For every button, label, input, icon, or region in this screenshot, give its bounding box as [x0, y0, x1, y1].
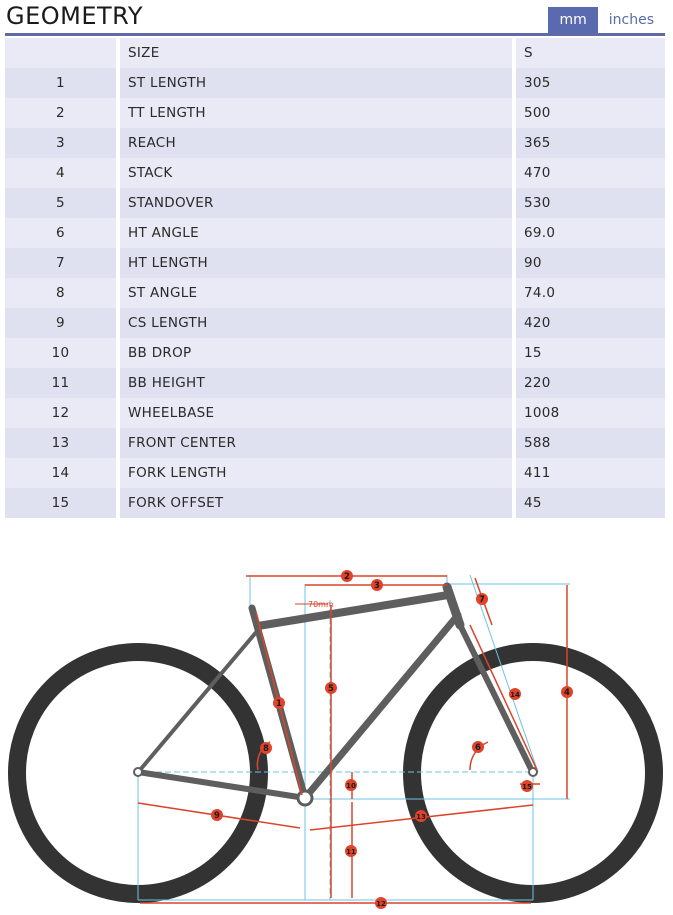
row-value: 305: [516, 68, 665, 98]
dimension-marker-7: [476, 593, 488, 605]
row-measurement-name: BB HEIGHT: [120, 368, 516, 398]
seat-offset-label: 70mm: [308, 600, 334, 609]
table-row: [5, 368, 665, 398]
bike-geometry-diagram: [0, 555, 673, 915]
unit-mm-button[interactable]: mm: [548, 7, 597, 33]
row-number: 8: [5, 278, 120, 308]
table-row: [5, 188, 665, 218]
row-number: 10: [5, 338, 120, 368]
row-measurement-name: REACH: [120, 128, 516, 158]
table-row: [5, 308, 665, 338]
row-value: 45: [516, 488, 665, 518]
unit-inches-button[interactable]: inches: [608, 12, 654, 28]
table-row: [5, 68, 665, 98]
dimension-marker-10: [345, 779, 357, 791]
row-measurement-name: STANDOVER: [120, 188, 516, 218]
row-value: 411: [516, 458, 665, 488]
row-value: 530: [516, 188, 665, 218]
row-value: 365: [516, 128, 665, 158]
marker-label: 8: [263, 744, 269, 755]
table-row: [5, 338, 665, 368]
row-number: 9: [5, 308, 120, 338]
table-row: [5, 248, 665, 278]
row-value: 90: [516, 248, 665, 278]
row-value: 588: [516, 428, 665, 458]
table-row: [5, 218, 665, 248]
unit-toggle: [548, 7, 665, 33]
row-measurement-name: BB DROP: [120, 338, 516, 368]
marker-label: 6: [475, 743, 481, 754]
marker-label: 13: [416, 813, 426, 822]
row-measurement-name: FRONT CENTER: [120, 428, 516, 458]
row-number: 2: [5, 98, 120, 128]
row-measurement-name: TT LENGTH: [120, 98, 516, 128]
table-row: [5, 428, 665, 458]
header-divider: [5, 33, 665, 36]
row-measurement-name: HT LENGTH: [120, 248, 516, 278]
dimension-marker-4: [561, 686, 573, 698]
row-measurement-name: ST ANGLE: [120, 278, 516, 308]
header-size-label: SIZE: [120, 38, 516, 68]
row-measurement-name: FORK LENGTH: [120, 458, 516, 488]
row-number: 12: [5, 398, 120, 428]
row-number: 5: [5, 188, 120, 218]
marker-label: 9: [214, 811, 220, 822]
marker-label: 1: [276, 699, 282, 710]
table-header-row: [5, 38, 665, 68]
dimension-marker-5: [325, 682, 337, 694]
dimension-marker-13: [415, 810, 427, 822]
row-number: 15: [5, 488, 120, 518]
row-measurement-name: STACK: [120, 158, 516, 188]
row-number: 4: [5, 158, 120, 188]
dimension-marker-14: [509, 688, 521, 700]
table-row: [5, 128, 665, 158]
dimension-marker-3: [371, 579, 383, 591]
marker-label: 12: [376, 900, 386, 909]
row-number: 13: [5, 428, 120, 458]
table-row: [5, 398, 665, 428]
row-number: 14: [5, 458, 120, 488]
row-value: 220: [516, 368, 665, 398]
row-number: 11: [5, 368, 120, 398]
row-number: 3: [5, 128, 120, 158]
row-value: 470: [516, 158, 665, 188]
marker-label: 10: [346, 782, 356, 791]
row-value: 500: [516, 98, 665, 128]
marker-label: 5: [328, 684, 334, 695]
marker-label: 15: [522, 783, 532, 792]
header-size-value: S: [516, 38, 665, 68]
marker-label: 2: [344, 572, 350, 583]
row-measurement-name: CS LENGTH: [120, 308, 516, 338]
row-value: 15: [516, 338, 665, 368]
marker-label: 4: [564, 688, 570, 699]
row-measurement-name: ST LENGTH: [120, 68, 516, 98]
table-row: [5, 98, 665, 128]
table-row: [5, 158, 665, 188]
marker-label: 7: [479, 595, 485, 606]
page-title: GEOMETRY: [6, 2, 143, 30]
row-value: 1008: [516, 398, 665, 428]
table-row: [5, 458, 665, 488]
marker-label: 14: [510, 691, 520, 700]
row-measurement-name: HT ANGLE: [120, 218, 516, 248]
row-value: 420: [516, 308, 665, 338]
dimension-marker-6: [472, 741, 484, 753]
table-row: [5, 488, 665, 518]
dimension-marker-9: [211, 809, 223, 821]
row-number: 7: [5, 248, 120, 278]
dimension-marker-12: [375, 897, 387, 909]
row-number: 1: [5, 68, 120, 98]
dimension-marker-15: [521, 780, 533, 792]
dimension-marker-2: [341, 570, 353, 582]
row-value: 74.0: [516, 278, 665, 308]
table-row: [5, 278, 665, 308]
row-value: 69.0: [516, 218, 665, 248]
geometry-table: [5, 38, 665, 518]
row-measurement-name: FORK OFFSET: [120, 488, 516, 518]
marker-label: 11: [346, 848, 356, 857]
header-num-cell: [5, 38, 120, 68]
dimension-marker-11: [345, 845, 357, 857]
row-measurement-name: WHEELBASE: [120, 398, 516, 428]
marker-label: 3: [374, 581, 380, 592]
row-number: 6: [5, 218, 120, 248]
header: [0, 0, 673, 36]
